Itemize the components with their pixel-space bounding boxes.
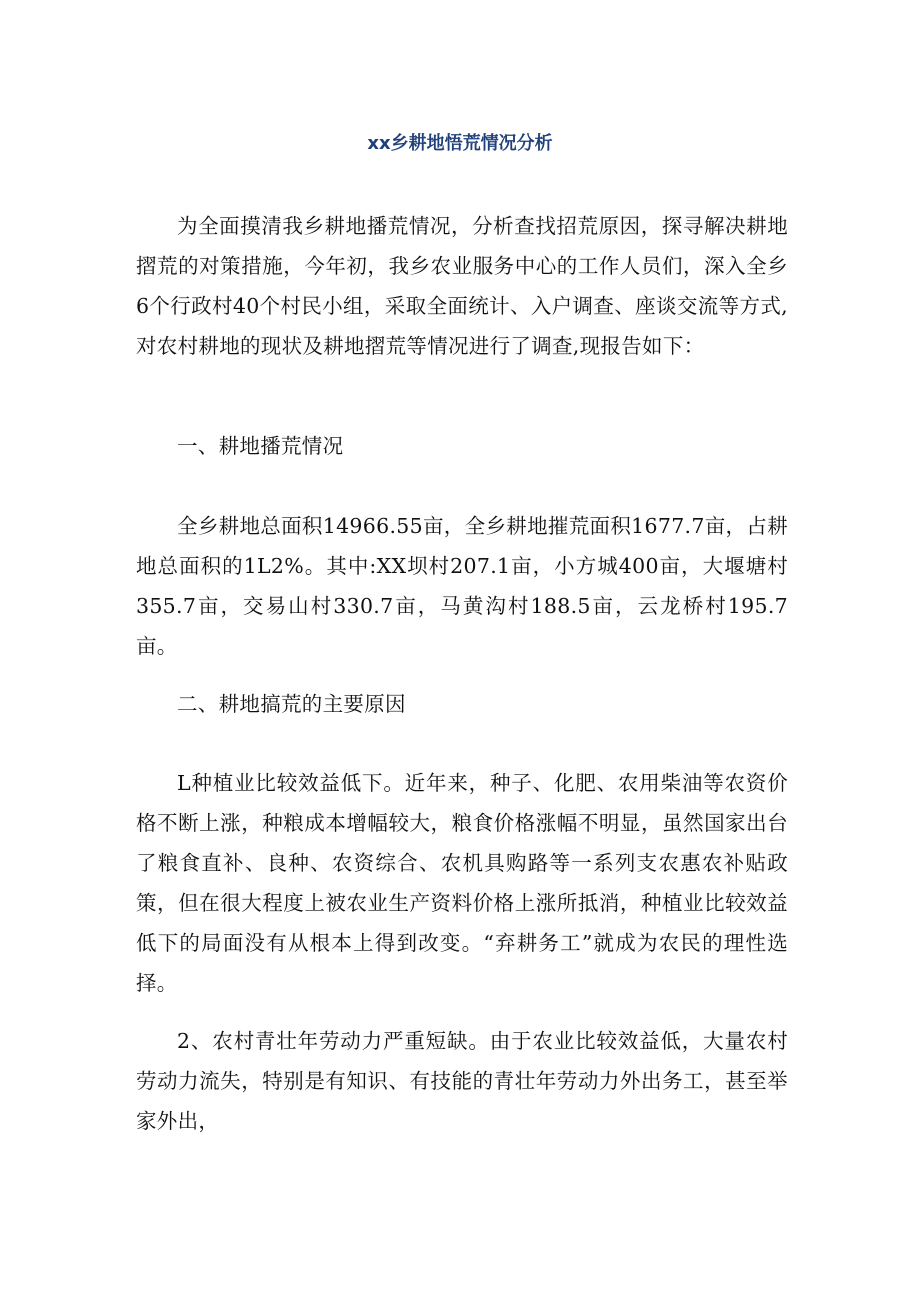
document-title: xx乡耕地悟荒情况分析 (367, 133, 553, 154)
section-heading-2: 二、耕地搞荒的主要原因 (177, 692, 406, 716)
reason-1-paragraph: L种植业比较效益低下。近年来，种子、化肥、农用柴油等农资价格不断上涨，种粮成本增幅较大，粮食价格涨幅不明显，虽然国家出台了粮食直补、良种、农资综合、农机具购路等一系列支农惠农补贴政策，但在很大程度上被农业生产资料价格上涨所抵消，种植业比较效益低下的局面没有从根本上得到改变。“弃耕务工”就成为农民的理性选择。 (136, 771, 788, 995)
section-1-paragraph: 全乡耕地总面积14966.55亩，全乡耕地摧荒面积1677.7亩，占耕地总面积的1L2%。其中:XX坝村207.1亩，小方城400亩，大堰塘村355.7亩，交易山村330.7亩，马黄沟村188.5亩，云龙桥村195.7亩。 (136, 514, 788, 658)
reason-2-paragraph: 2、农村青壮年劳动力严重短缺。由于农业比较效益低，大量农村劳动力流失，特别是有知识、有技能的青壮年劳动力外出务工，甚至举家外出， (136, 1029, 788, 1133)
section-heading-1: 一、耕地播荒情况 (177, 434, 344, 458)
intro-paragraph: 为全面摸清我乡耕地播荒情况，分析查找招荒原因，探寻解决耕地摺荒的对策措施，今年初，我乡农业服务中心的工作人员们，深入全乡6个行政村40个村民小组，采取全面统计、入户调查、座谈交流等方式,对农村耕地的现状及耕地摺荒等情况进行了调查,现报告如下： (136, 214, 788, 358)
